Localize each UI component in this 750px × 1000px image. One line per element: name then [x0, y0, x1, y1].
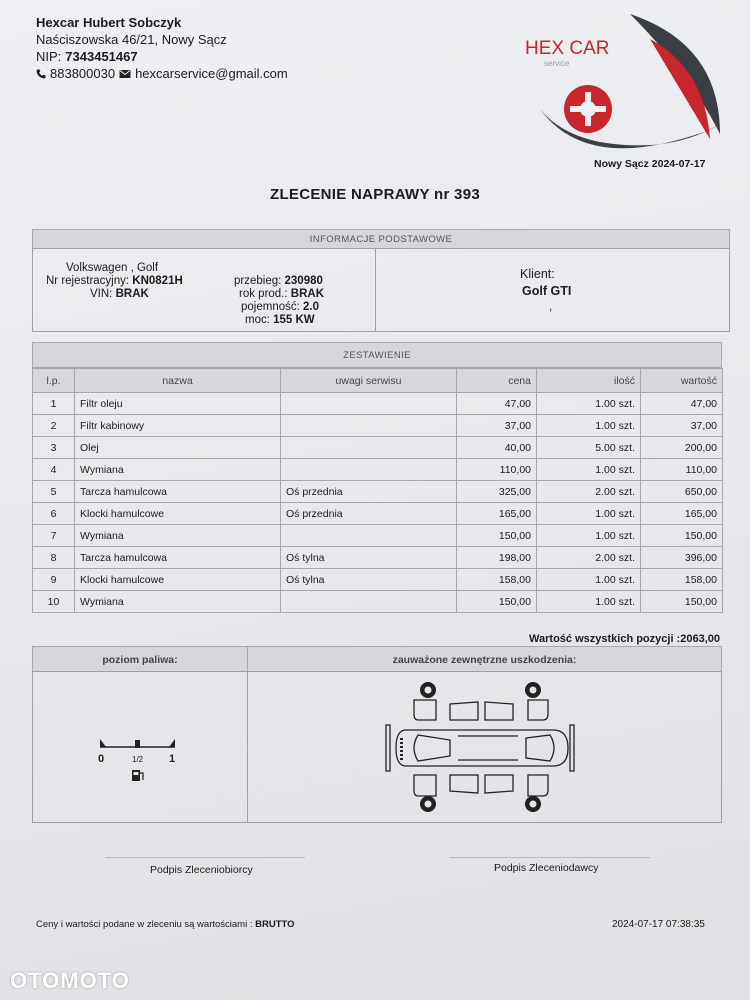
year-line: rok prod.: BRAK: [239, 288, 325, 300]
col-price: cena: [457, 369, 537, 393]
table-row: 8 Tarcza hamulcowa Oś tylna 198,00 2.00 szt. 396,00: [33, 547, 723, 569]
items-table: [32, 368, 723, 613]
table-row: 4 Wymiana 110,00 1.00 szt. 110,00: [33, 459, 723, 481]
car-damage-diagram: [378, 680, 583, 816]
capacity-line: pojemność: 2.0: [241, 301, 320, 313]
damage-header: zauważone zewnętrzne uszkodzenia:: [247, 646, 722, 672]
signature-contractor: Podpis Zleceniobiorcy: [150, 864, 253, 876]
signature-client: Podpis Zleceniodawcy: [494, 862, 599, 874]
footer-note: Ceny i wartości podane w zleceniu są wartościami : BRUTTO: [36, 919, 295, 930]
fuel-min: 0: [98, 753, 105, 765]
col-name: nazwa: [75, 369, 281, 393]
table-row: 10 Wymiana 150,00 1.00 szt. 150,00: [33, 591, 723, 613]
date-place: Nowy Sącz 2024-07-17: [594, 158, 706, 170]
col-value: wartość: [641, 369, 723, 393]
client-label: Klient:: [520, 267, 555, 281]
mileage-line: przebieg: 230980: [234, 275, 323, 287]
wheel-icon: [420, 682, 541, 812]
fuel-mid: 1/2: [132, 755, 144, 764]
company-contact: [36, 65, 288, 82]
col-qty: ilość: [537, 369, 641, 393]
client-extra: ,: [549, 301, 553, 313]
footer-timestamp: 2024-07-17 07:38:35: [612, 919, 705, 930]
phone-icon: [36, 69, 46, 79]
fuel-header: poziom paliwa:: [32, 646, 248, 672]
summary-section-header: ZESTAWIENIE: [32, 342, 722, 368]
fuel-gauge: [90, 735, 190, 795]
reg-value: KN0821H: [132, 275, 183, 287]
signature-line-right: [450, 857, 650, 858]
capacity-value: 2.0: [303, 301, 320, 313]
client-name: Golf GTI: [522, 284, 572, 298]
company-header: [36, 14, 288, 82]
table-row: 9 Klocki hamulcowe Oś tylna 158,00 1.00 szt. 158,00: [33, 569, 723, 591]
company-nip: NIP: 7343451467: [36, 49, 138, 64]
vehicle-name: Volkswagen , Golf: [66, 262, 159, 274]
logo-brand: HEX CAR: [525, 38, 610, 59]
power-value: 155 KW: [273, 314, 315, 326]
logo-sub: service: [544, 59, 570, 68]
company-address: Naściszowska 46/21, Nowy Sącz: [36, 32, 227, 47]
table-row: 3 Olej 40,00 5.00 szt. 200,00: [33, 437, 723, 459]
fuel-pump-icon: [132, 770, 143, 781]
phone-value: 883800030: [50, 66, 116, 81]
total-value: 2063,00: [680, 633, 720, 645]
signature-line-left: [105, 857, 305, 858]
year-value: BRAK: [290, 288, 325, 300]
company-name: Hexcar Hubert Sobczyk: [36, 15, 182, 30]
total-label: Wartość wszystkich pozycji :: [529, 633, 681, 645]
page-title: ZLECENIE NAPRAWY nr 393: [269, 186, 480, 203]
info-divider: [375, 248, 376, 332]
watermark-logo: OTOMOTO: [10, 968, 130, 993]
envelope-icon: [119, 69, 131, 79]
table-row: 2 Filtr kabinowy 37,00 1.00 szt. 37,00: [33, 415, 723, 437]
nip-value: 7343451467: [65, 49, 138, 64]
fuel-gauge-marker: [135, 740, 140, 748]
hexcar-logo: [520, 14, 730, 164]
vin-value: BRAK: [115, 288, 149, 300]
email-value: hexcarservice@gmail.com: [135, 66, 288, 81]
power-line: moc: 155 KW: [245, 314, 315, 326]
table-header-row: [33, 369, 723, 393]
reg-line: Nr rejestracyjny: KN0821H: [46, 275, 183, 287]
col-lp: l.p.: [33, 369, 75, 393]
total-line: [529, 633, 720, 645]
table-row: 5 Tarcza hamulcowa Oś przednia 325,00 2.00 szt. 650,00: [33, 481, 723, 503]
table-row: 7 Wymiana 150,00 1.00 szt. 150,00: [33, 525, 723, 547]
footer-note-value: BRUTTO: [255, 919, 295, 930]
info-section-header: INFORMACJE PODSTAWOWE: [32, 229, 730, 249]
vin-line: VIN: BRAK: [90, 288, 149, 300]
mileage-value: 230980: [284, 275, 323, 287]
table-row: 1 Filtr oleju 47,00 1.00 szt. 47,00: [33, 393, 723, 415]
table-row: 6 Klocki hamulcowe Oś przednia 165,00 1.00 szt. 165,00: [33, 503, 723, 525]
col-notes: uwagi serwisu: [281, 369, 457, 393]
fuel-max: 1: [169, 753, 176, 765]
